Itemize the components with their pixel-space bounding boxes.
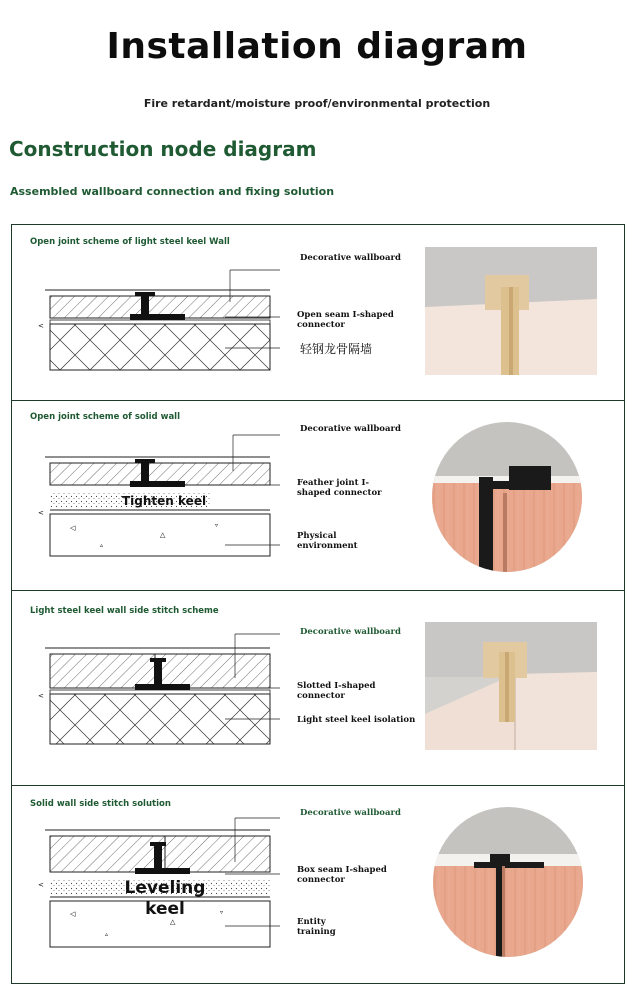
svg-text:▿: ▿ bbox=[215, 522, 219, 529]
svg-text:<: < bbox=[38, 881, 44, 889]
panel-2-overlay-label: Tighten keel bbox=[122, 494, 207, 508]
panel-2-label-wallboard: Decorative wallboard bbox=[300, 424, 401, 434]
panel-3-label-connector: Slotted I-shaped connector bbox=[297, 681, 376, 701]
section-subtitle: Assembled wallboard connection and fixing solution bbox=[10, 185, 335, 198]
panel-2-label-connector: Feather joint I-shaped connector bbox=[297, 478, 382, 498]
panel-2-label-environment: Physical environment bbox=[297, 531, 358, 551]
panel-1-label-wall: 轻钢龙骨隔墙 bbox=[300, 342, 373, 356]
panel-1-label-wallboard: Decorative wallboard bbox=[300, 253, 401, 263]
svg-text:▵: ▵ bbox=[100, 542, 104, 549]
panel-4-label-entity: Entity training bbox=[297, 917, 336, 937]
svg-text:◁: ◁ bbox=[70, 910, 76, 918]
svg-text:▵: ▵ bbox=[105, 931, 109, 938]
panel-1-photo bbox=[425, 247, 597, 375]
panel-3-section-drawing bbox=[30, 620, 280, 750]
panel-1-label-connector: Open seam I-shaped connector bbox=[297, 310, 394, 330]
panel-1-section-drawing bbox=[30, 250, 280, 380]
panel-2-photo bbox=[431, 421, 583, 573]
panel-1-title: Open joint scheme of light steel keel Wall bbox=[30, 237, 230, 247]
panel-4-label-wallboard: Decorative wallboard bbox=[300, 808, 401, 818]
svg-text:▿: ▿ bbox=[220, 909, 224, 916]
svg-text:△: △ bbox=[160, 531, 166, 539]
svg-text:<: < bbox=[38, 322, 44, 330]
svg-text:<: < bbox=[38, 509, 44, 517]
page-subtitle: Fire retardant/moisture proof/environmental protection bbox=[143, 97, 491, 110]
panel-3-label-wallboard: Decorative wallboard bbox=[300, 627, 401, 637]
svg-text:<: < bbox=[38, 692, 44, 700]
svg-text:△: △ bbox=[170, 918, 176, 926]
svg-text:◁: ◁ bbox=[70, 524, 76, 532]
panel-divider-2 bbox=[11, 590, 625, 591]
panel-4-title: Solid wall side stitch solution bbox=[30, 799, 171, 809]
panel-3-title: Light steel keel wall side stitch scheme bbox=[30, 606, 219, 616]
panel-divider-1 bbox=[11, 400, 625, 401]
panel-4-photo bbox=[432, 806, 584, 958]
page-title: Installation diagram bbox=[106, 26, 528, 67]
panel-4-label-connector: Box seam I-shaped connector bbox=[297, 865, 387, 885]
section-title: Construction node diagram bbox=[9, 137, 317, 161]
panel-2-title: Open joint scheme of solid wall bbox=[30, 412, 181, 422]
panel-3-label-isolation: Light steel keel isolation bbox=[297, 715, 416, 725]
panel-divider-3 bbox=[11, 785, 625, 786]
panel-4-overlay-label: Leveling keel bbox=[124, 878, 206, 919]
panel-3-photo bbox=[425, 622, 597, 750]
